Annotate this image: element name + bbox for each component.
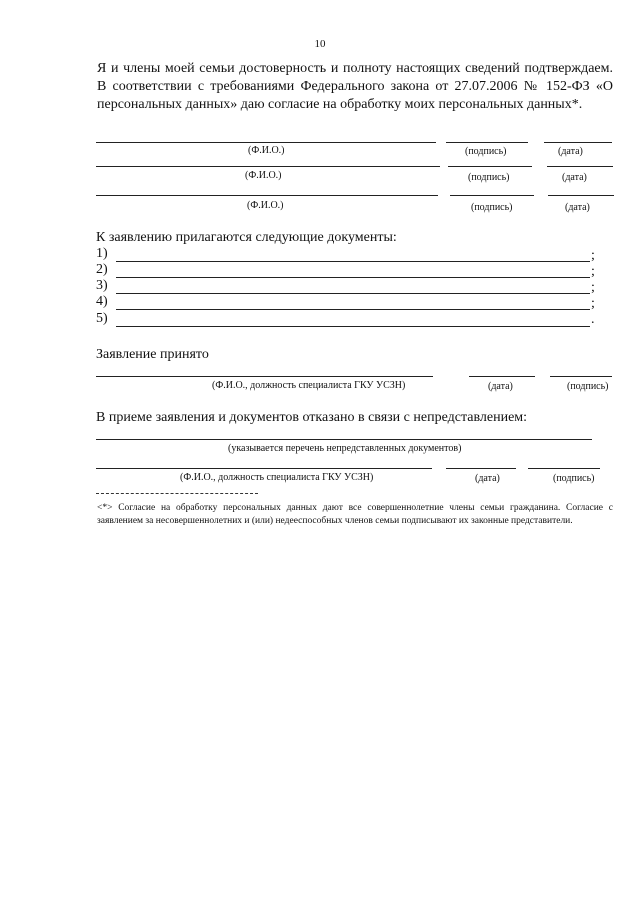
fio-position-caption: (Ф.И.О., должность специалиста ГКУ УСЗН): [180, 472, 374, 483]
list-item-end: ;: [591, 280, 595, 295]
signature-caption: (подпись): [471, 202, 513, 213]
list-item-number: 2): [96, 262, 108, 277]
date-line: [469, 376, 535, 377]
list-item-end: ;: [591, 248, 595, 263]
fio-line: [96, 142, 436, 143]
footnote: <*> Согласие на обработку персональных данных дают все совершеннолетние члены семьи гражданина. Согласие с заявлением за несовершеннолетних и (или) недееспособных членов семьи подписывают их законные представители.: [97, 503, 613, 526]
fio-line: [96, 166, 440, 167]
list-item-line: [116, 277, 590, 278]
missing-documents-line: [96, 439, 592, 440]
list-item-end: ;: [591, 296, 595, 311]
signature-caption: (подпись): [465, 146, 507, 157]
fio-line: [96, 376, 433, 377]
list-item-number: 3): [96, 278, 108, 293]
date-caption: (дата): [565, 202, 590, 213]
refused-heading: В приеме заявления и документов отказано в связи с непредставлением:: [96, 410, 528, 425]
list-item-number: 1): [96, 246, 108, 261]
list-item-line: [116, 309, 590, 310]
list-item-line: [116, 293, 590, 294]
fio-line: [96, 468, 432, 469]
fio-line: [96, 195, 438, 196]
signature-caption: (подпись): [553, 473, 595, 484]
list-item-end: .: [591, 312, 595, 327]
consent-paragraph: Я и члены моей семьи достоверность и полноту настоящих сведений подтверждаем. В соответствии с требованиями Федерального закона от 27.07.2006 № 152-ФЗ «О персональных данных» даю согласие на обработку моих персональных данных*.: [97, 61, 613, 112]
signature-line: [550, 376, 612, 377]
date-caption: (дата): [475, 473, 500, 484]
missing-documents-caption: (указывается перечень непредставленных документов): [228, 443, 462, 454]
fio-caption: (Ф.И.О.): [247, 200, 284, 211]
fio-caption: (Ф.И.О.): [245, 170, 282, 181]
fio-position-caption: (Ф.И.О., должность специалиста ГКУ УСЗН): [212, 380, 406, 391]
signature-caption: (подпись): [567, 381, 609, 392]
date-line: [446, 468, 516, 469]
date-caption: (дата): [488, 381, 513, 392]
accepted-heading: Заявление принято: [96, 347, 209, 362]
list-item-number: 5): [96, 311, 108, 326]
attached-documents-heading: К заявлению прилагаются следующие документы:: [96, 230, 397, 245]
date-line: [548, 195, 614, 196]
signature-line: [528, 468, 600, 469]
list-item-end: ;: [591, 264, 595, 279]
signature-line: [450, 195, 534, 196]
signature-line: [446, 142, 528, 143]
signature-line: [448, 166, 532, 167]
date-line: [547, 166, 613, 167]
signature-caption: (подпись): [468, 172, 510, 183]
date-line: [544, 142, 612, 143]
list-item-line: [116, 326, 590, 327]
list-item-line: [116, 261, 590, 262]
footnote-separator: [96, 493, 258, 494]
fio-caption: (Ф.И.О.): [248, 145, 285, 156]
date-caption: (дата): [558, 146, 583, 157]
page-number: 10: [314, 38, 326, 50]
date-caption: (дата): [562, 172, 587, 183]
list-item-number: 4): [96, 294, 108, 309]
